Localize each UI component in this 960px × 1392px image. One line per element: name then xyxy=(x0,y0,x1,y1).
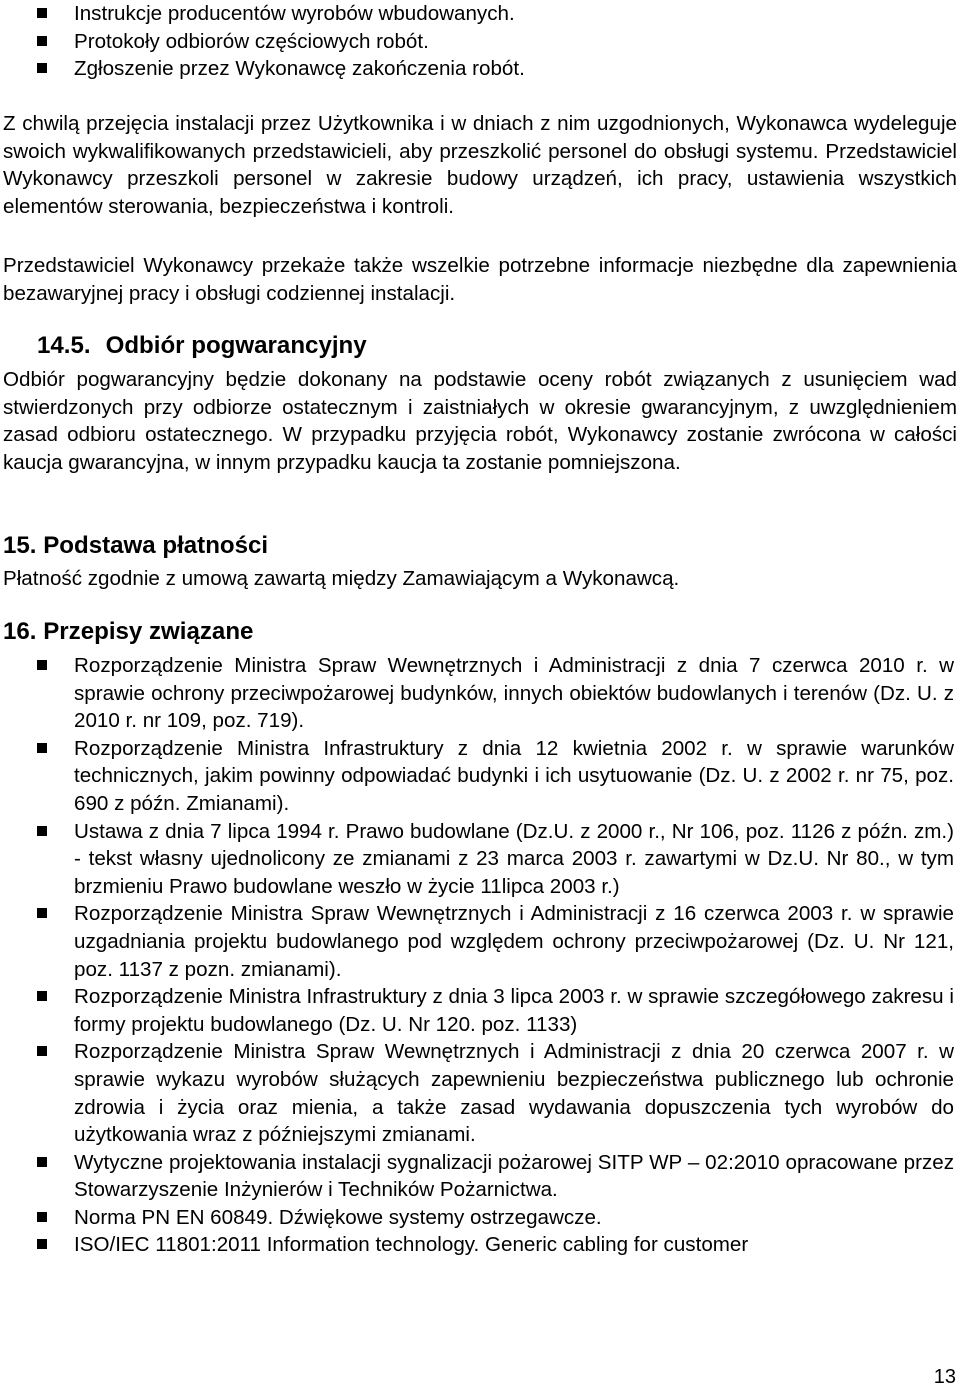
list-item: Rozporządzenie Ministra Infrastruktury z dnia 3 lipca 2003 r. w sprawie szczegółowego zakresu i formy projektu budowlanego (Dz. U. Nr 120. poz. 1133) xyxy=(0,983,957,1038)
square-bullet-icon xyxy=(37,1157,47,1167)
section-title: Podstawa płatności xyxy=(43,532,269,559)
payment-paragraph: Płatność zgodnie z umową zawartą między Zamawiającym a Wykonawcą. xyxy=(3,567,680,590)
section-number: 16. xyxy=(3,618,37,645)
list-item: Wytyczne projektowania instalacji sygnalizacji pożarowej SITP WP – 02:2010 opracowane przez Stowarzyszenie Inżynierów i Techników Pożarnictwa. xyxy=(0,1149,957,1204)
list-item: ISO/IEC 11801:2011 Information technology. Generic cabling for customer xyxy=(0,1231,957,1259)
section-number: 15. xyxy=(3,532,37,559)
list-item: Instrukcje producentów wyrobów wbudowanych. xyxy=(0,0,957,28)
square-bullet-icon xyxy=(37,8,47,18)
training-paragraph: Z chwilą przejęcia instalacji przez Użytkownika i w dniach z nim uzgodnionych, Wykonawca wydeleguje swoich wykwalifikowanych przedstawicieli, aby przeszkolić personel do obsługi systemu. Przedstawiciel Wykonawcy przeszkoli personel w zakresie budowy urządzeń, ich pracy, ustawienia wszystkich elementów sterowania, bezpieczeństwa i kontroli. xyxy=(3,112,957,218)
list-item: Ustawa z dnia 7 lipca 1994 r. Prawo budowlane (Dz.U. z 2000 r., Nr 106, poz. 1126 z późn. zm.) - tekst własny ujednolicony ze zmianami z 23 marca 2003 r. zawartymi w Dz.U. Nr 80., w tym brzmieniu Prawo budowlane weszło w życie 11lipca 2003 r.) xyxy=(0,818,957,901)
square-bullet-icon xyxy=(37,1212,47,1222)
square-bullet-icon xyxy=(37,63,47,73)
list-item: Rozporządzenie Ministra Spraw Wewnętrznych i Administracji z dnia 7 czerwca 2010 r. w sprawie ochrony przeciwpożarowej budynków, innych obiektów budowlanych i terenów (Dz. U. z 2010 r. nr 109, poz. 719). xyxy=(0,652,957,735)
documents-list xyxy=(0,0,957,83)
section-number: 14.5. xyxy=(37,332,91,359)
square-bullet-icon xyxy=(37,660,47,670)
list-item: Rozporządzenie Ministra Spraw Wewnętrznych i Administracji z dnia 20 czerwca 2007 r. w sprawie wykazu wyrobów służących zapewnieniu bezpieczeństwa publicznego lub ochronie zdrowia i życia oraz mienia, a także zasad wydawania dopuszczenia tych wyrobów do użytkowania wraz z późniejszymi zmianami. xyxy=(0,1038,957,1148)
list-item: Rozporządzenie Ministra Infrastruktury z dnia 12 kwietnia 2002 r. w sprawie warunków technicznych, jakim powinny odpowiadać budynki i ich usytuowanie (Dz. U. z 2002 r. nr 75, poz. 690 z późn. Zmianami). xyxy=(0,735,957,818)
page-number: 13 xyxy=(933,1366,956,1388)
list-item: Norma PN EN 60849. Dźwiękowe systemy ostrzegawcze. xyxy=(0,1204,957,1232)
section-title: Przepisy związane xyxy=(43,618,254,645)
post-warranty-paragraph: Odbiór pogwarancyjny będzie dokonany na podstawie oceny robót związanych z usunięciem wad stwierdzonych przy odbiorze ostatecznym i zaistniałych w okresie gwarancyjnym, z uwzględnieniem zasad odbioru ostatecznego. W przypadku przyjęcia robót, Wykonawcy zostanie zwrócona w całości kaucja gwarancyjna, w innym przypadku kaucja ta zostanie pomniejszona. xyxy=(3,368,957,474)
list-item: Protokoły odbiorów częściowych robót. xyxy=(0,28,957,56)
section-title: Odbiór pogwarancyjny xyxy=(105,332,367,359)
section-heading-15 xyxy=(0,532,268,560)
square-bullet-icon xyxy=(37,826,47,836)
list-item: Rozporządzenie Ministra Spraw Wewnętrznych i Administracji z 16 czerwca 2003 r. w sprawie uzgadniania projektu budowlanego pod względem ochrony przeciwpożarowej (Dz. U. Nr 121, poz. 1137 z pozn. zmianami). xyxy=(0,900,957,983)
square-bullet-icon xyxy=(37,743,47,753)
square-bullet-icon xyxy=(37,36,47,46)
square-bullet-icon xyxy=(37,1239,47,1249)
square-bullet-icon xyxy=(37,991,47,1001)
square-bullet-icon xyxy=(37,1046,47,1056)
section-heading-16 xyxy=(0,618,253,646)
list-item: Zgłoszenie przez Wykonawcę zakończenia robót. xyxy=(0,55,957,83)
section-heading-14-5 xyxy=(0,332,367,360)
square-bullet-icon xyxy=(37,908,47,918)
information-paragraph: Przedstawiciel Wykonawcy przekaże także wszelkie potrzebne informacje niezbędne dla zapewnienia bezawaryjnej pracy i obsługi codziennej instalacji. xyxy=(3,254,957,305)
regulations-list xyxy=(0,652,957,1259)
